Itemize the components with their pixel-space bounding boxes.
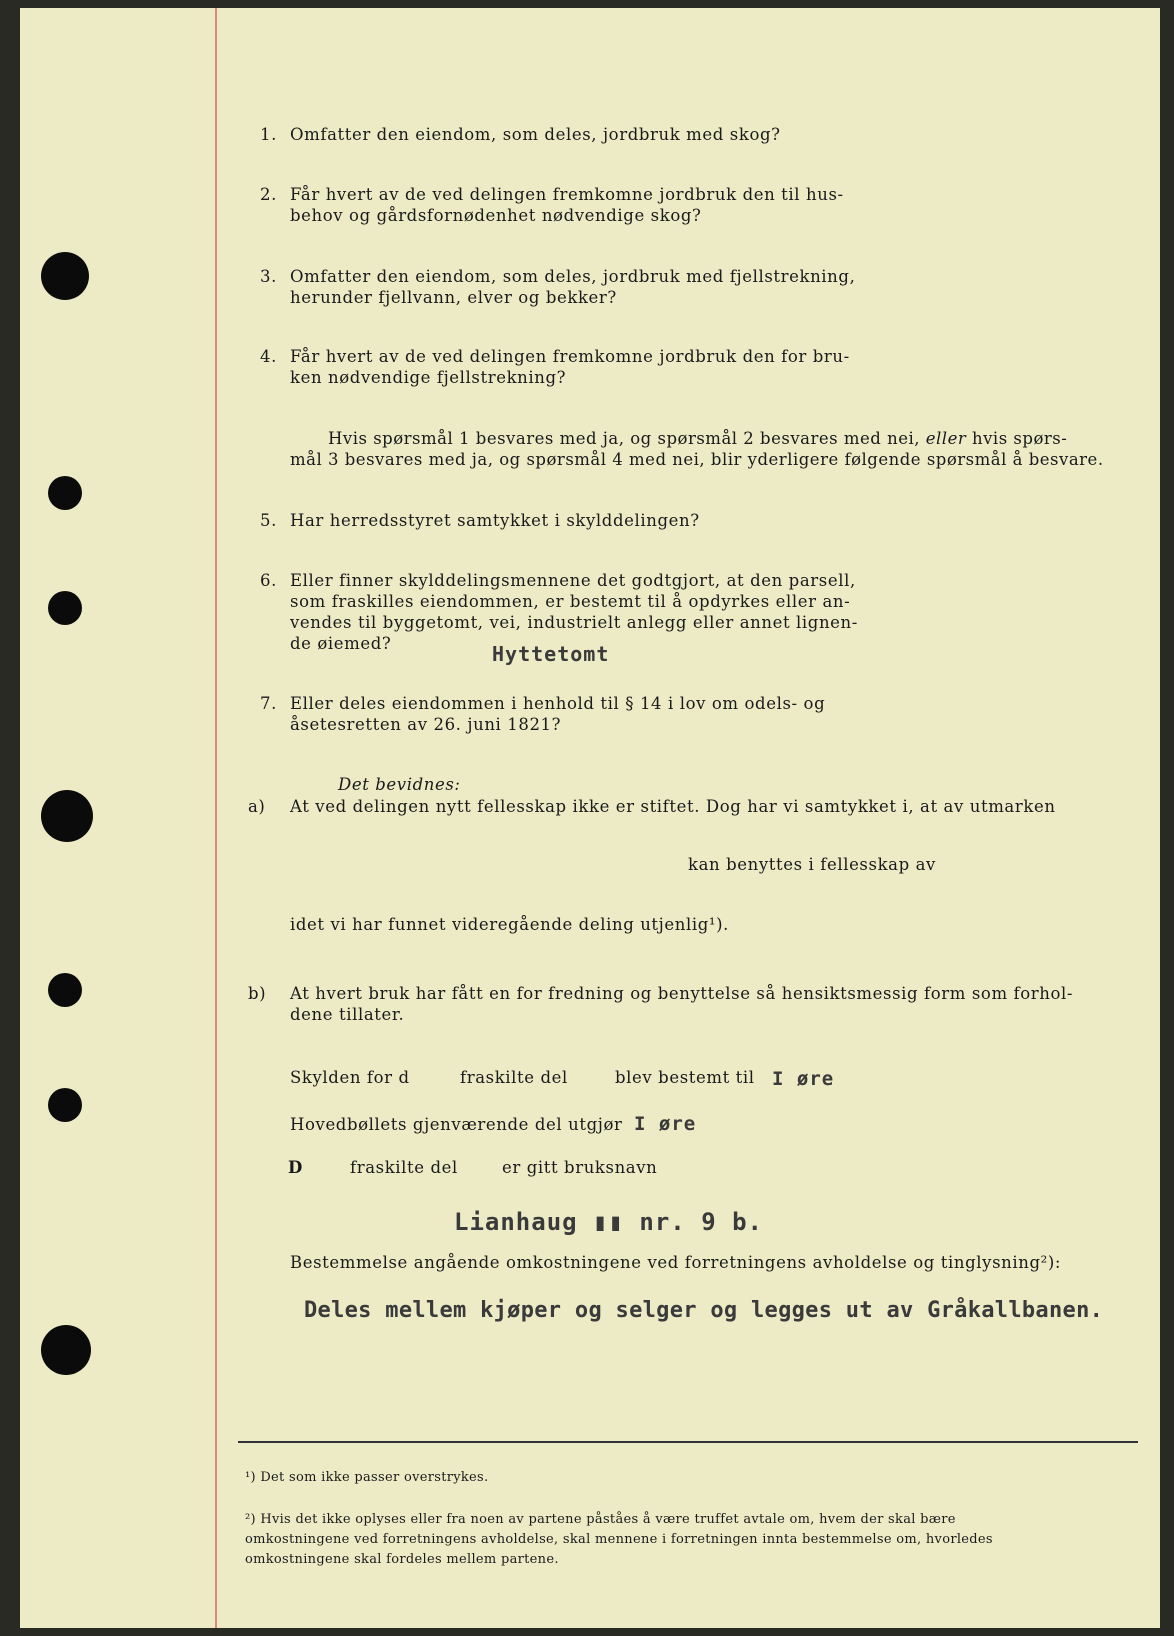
footnote-2	[245, 1510, 993, 1570]
question-text-line: Eller deles eiendommen i henhold til § 14 i lov om odels- og	[290, 694, 826, 713]
question-text-line: behov og gårdsfornødenhet nødvendige skog?	[290, 206, 702, 225]
question-7	[260, 693, 825, 735]
punch-hole	[41, 252, 89, 300]
question-text-line: Eller finner skylddelingsmennene det godtgjort, at den parsell,	[290, 571, 856, 590]
skyld-label: blev bestemt til	[615, 1068, 755, 1087]
item-b-line: dene tillater.	[290, 1005, 405, 1024]
skyld-label: fraskilte del	[460, 1068, 568, 1087]
instruction-paragraph	[290, 428, 1104, 470]
question-number: 6.	[260, 571, 277, 590]
footnote-1: ¹) Det som ikke passer overstrykes.	[245, 1470, 489, 1485]
typed-skyld-value: I øre	[772, 1068, 835, 1090]
question-number: 2.	[260, 185, 277, 204]
typed-hovedbol-value: I øre	[634, 1113, 697, 1135]
typed-answer-q6: Hyttetomt	[492, 642, 610, 666]
item-a-label: a)	[248, 797, 266, 816]
footnote-divider	[238, 1441, 1138, 1443]
instruction-emphasis: eller	[925, 429, 967, 448]
question-text: Omfatter den eiendom, som deles, jordbruk med skog?	[290, 125, 781, 144]
item-a-line: idet vi har funnet videregående deling utjenlig¹).	[290, 915, 729, 934]
bruksnavn-label: D	[288, 1158, 303, 1177]
bevidnes-heading	[338, 775, 461, 794]
punch-hole	[41, 1325, 91, 1375]
skyld-label: Skylden for d	[290, 1068, 410, 1087]
question-text-line: ken nødvendige fjellstrekning?	[290, 368, 567, 387]
question-text: Har herredsstyret samtykket i skylddelingen?	[290, 511, 700, 530]
question-text-line: herunder fjellvann, elver og bekker?	[290, 288, 617, 307]
punch-hole	[48, 591, 82, 625]
hovedbol-label: Hovedbøllets gjenværende del utgjør	[290, 1115, 623, 1134]
typed-omkostning: Deles mellem kjøper og selger og legges ut av Gråkallbanen.	[304, 1298, 1104, 1323]
question-1	[260, 124, 781, 145]
bevidnes-title: Det bevidnes:	[338, 775, 461, 794]
footnote-line: omkostningene ved forretningens avholdelse, skal mennene i forretningen innta bestemmelse om, hvorledes	[245, 1532, 993, 1547]
instruction-line: mål 3 besvares med ja, og spørsmål 4 med nei, blir yderligere følgende spørsmål å besvare.	[290, 450, 1104, 469]
question-number: 5.	[260, 511, 277, 530]
instruction-text: hvis spørs-	[966, 429, 1068, 448]
punch-hole	[48, 1088, 82, 1122]
footnote-line: omkostningene skal fordeles mellem partene.	[245, 1552, 559, 1567]
question-number: 4.	[260, 347, 277, 366]
question-text-line: de øiemed?	[290, 634, 392, 653]
question-text-line: vendes til byggetomt, vei, industrielt anlegg eller annet lignen-	[290, 613, 858, 632]
footnote-line: ²) Hvis det ikke oplyses eller fra noen av partene påståes å være truffet avtale om, hvem der skal bære	[245, 1512, 956, 1527]
punch-hole	[48, 973, 82, 1007]
question-text-line: Får hvert av de ved delingen fremkomne jordbruk den for bru-	[290, 347, 850, 366]
question-5	[260, 510, 700, 531]
question-text-line: åsetesretten av 26. juni 1821?	[290, 715, 562, 734]
document-page	[20, 8, 1160, 1628]
item-a-line: kan benyttes i fellesskap av	[688, 855, 936, 874]
question-number: 1.	[260, 125, 277, 144]
instruction-line	[290, 428, 1104, 449]
margin-line	[215, 8, 217, 1628]
question-number: 3.	[260, 267, 277, 286]
question-3	[260, 266, 855, 308]
typed-bruksnavn: Lianhaug ▮▮ nr. 9 b.	[454, 1208, 763, 1236]
question-text-line: Får hvert av de ved delingen fremkomne jordbruk den til hus-	[290, 185, 844, 204]
question-text-line: som fraskilles eiendommen, er bestemt til å opdyrkes eller an-	[290, 592, 851, 611]
question-text-line: Omfatter den eiendom, som deles, jordbruk med fjellstrekning,	[290, 267, 856, 286]
bestemmelse-label: Bestemmelse angående omkostningene ved forretningens avholdelse og tinglysning²):	[290, 1253, 1062, 1272]
question-2	[260, 184, 844, 226]
item-b-line: At hvert bruk har fått en for fredning og benyttelse så hensiktsmessig form som forhol-	[290, 984, 1074, 1003]
punch-hole	[48, 476, 82, 510]
item-b-label: b)	[248, 984, 267, 1003]
bruksnavn-label: er gitt bruksnavn	[502, 1158, 658, 1177]
item-a-line: At ved delingen nytt fellesskap ikke er stiftet. Dog har vi samtykket i, at av utmarken	[290, 797, 1056, 816]
instruction-text: Hvis spørsmål 1 besvares med ja, og spørsmål 2 besvares med nei,	[328, 429, 926, 448]
question-number: 7.	[260, 694, 277, 713]
punch-hole	[41, 790, 93, 842]
question-4	[260, 346, 850, 388]
bruksnavn-label: fraskilte del	[350, 1158, 458, 1177]
